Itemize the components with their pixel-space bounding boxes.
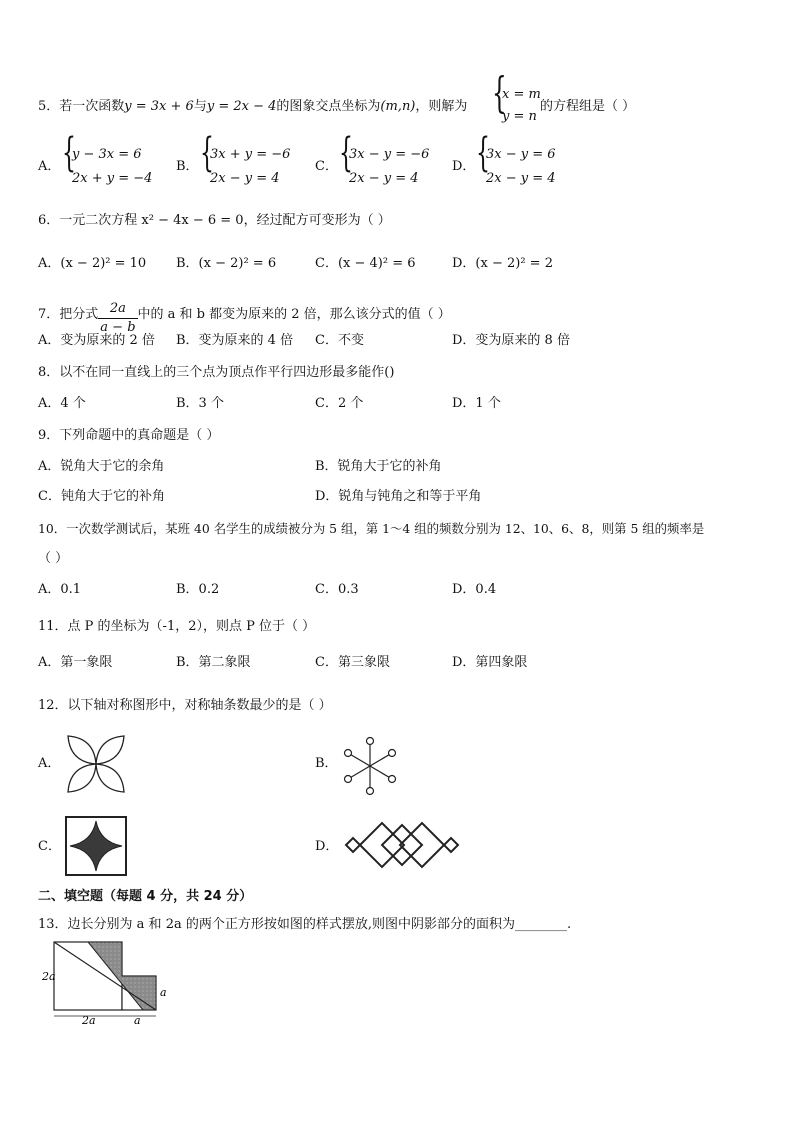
six-ray-star-figure: [338, 736, 402, 796]
q13-answer-blank[interactable]: ________.: [514, 917, 572, 932]
two-squares-figure: [38, 938, 178, 1026]
q5-text-b: 的图象交点坐标为: [276, 99, 381, 114]
label-right-a: a: [160, 986, 167, 999]
eq-1: y − 3x = 6: [72, 147, 142, 162]
q12-option-c-label[interactable]: C．: [38, 839, 61, 854]
q10-option-d[interactable]: D．0.4: [452, 582, 497, 597]
eq-1: 3x − y = −6: [349, 147, 430, 162]
interlocking-diamonds-figure: [342, 818, 462, 872]
eq-2: 2x − y = 4: [210, 171, 280, 186]
option-label: B．: [176, 159, 199, 174]
q5-text-c: ，则解为: [415, 99, 468, 114]
q7-text-b: 中的 a 和 b 都变为原来的 2 倍，那么该分式的值（ ）: [137, 307, 451, 322]
q8-option-d[interactable]: D．1 个: [452, 396, 501, 411]
q9-option-c[interactable]: C．钝角大于它的补角: [38, 489, 165, 504]
q9-option-d[interactable]: D．锐角与钝角之和等于平角: [315, 489, 482, 504]
q10-option-a[interactable]: A．0.1: [38, 582, 82, 597]
brace: {: [476, 130, 490, 176]
brace: {: [62, 130, 76, 176]
q5-stem: [38, 98, 467, 116]
q5-sol-x: x = m: [502, 87, 541, 102]
label-bottom-2a: 2a: [82, 1014, 96, 1027]
q7-denominator: a − b: [100, 320, 136, 335]
q8-option-b[interactable]: B．3 个: [176, 396, 224, 411]
q13-stem: [38, 916, 571, 934]
q10-stem: 10．一次数学测试后，某班 40 名学生的成绩被分为 5 组，第 1～4 组的频数分别为 12、10、6、8，则第 5 组的频率是: [38, 521, 705, 536]
q12-option-a-label[interactable]: A．: [38, 756, 61, 771]
q5-brace: {: [492, 68, 507, 117]
brace: {: [200, 130, 214, 176]
label-bottom-a: a: [134, 1014, 141, 1027]
q8-stem: 8．以不在同一直线上的三个点为顶点作平行四边形最多能作(): [38, 365, 395, 380]
q12-option-b-label[interactable]: B．: [315, 756, 338, 771]
square-with-star-figure: [64, 815, 128, 877]
q11-stem: 11．点 P 的坐标为（-1，2），则点 P 位于（ ）: [38, 619, 316, 634]
q5-func-2: y = 2x − 4: [206, 99, 277, 114]
four-petal-figure: [64, 732, 128, 796]
q12-option-d-label[interactable]: D．: [315, 839, 339, 854]
q7-stem: [38, 296, 451, 333]
q6-stem: 6．一元二次方程 x² − 4x − 6 = 0，经过配方可变形为（ ）: [38, 213, 391, 228]
q9-option-a[interactable]: A．锐角大于它的余角: [38, 459, 165, 474]
q6-option-b[interactable]: B．(x − 2)² = 6: [176, 256, 277, 271]
q7-option-c[interactable]: C．不变: [315, 333, 364, 348]
q5-solution-system: [492, 68, 541, 128]
q8-option-c[interactable]: C．2 个: [315, 396, 364, 411]
q6-option-d[interactable]: D．(x − 2)² = 2: [452, 256, 553, 271]
q5-text-mid: 与: [193, 99, 207, 114]
q5-stem-end: 的方程组是（ ）: [540, 99, 636, 114]
q11-option-a[interactable]: A．第一象限: [38, 655, 113, 670]
eq-1: 3x + y = −6: [210, 147, 291, 162]
q8-option-a[interactable]: A．4 个: [38, 396, 86, 411]
q11-option-b[interactable]: B．第二象限: [176, 655, 251, 670]
eq-2: 2x + y = −4: [72, 171, 153, 186]
q11-option-c[interactable]: C．第三象限: [315, 655, 390, 670]
q6-option-c[interactable]: C．(x − 4)² = 6: [315, 256, 416, 271]
q5-sol-y: y = n: [502, 109, 537, 124]
eq-2: 2x − y = 4: [486, 171, 556, 186]
eq-1: 3x − y = 6: [486, 147, 556, 162]
option-label: A．: [38, 159, 61, 174]
q10-option-c[interactable]: C．0.3: [315, 582, 359, 597]
option-label: C．: [315, 159, 338, 174]
q7-text-a: 7．把分式: [38, 307, 99, 322]
q10-stem-cont: （ ）: [38, 551, 69, 566]
q7-option-d[interactable]: D．变为原来的 8 倍: [452, 333, 570, 348]
q7-option-a[interactable]: A．变为原来的 2 倍: [38, 333, 155, 348]
q11-option-d[interactable]: D．第四象限: [452, 655, 528, 670]
eq-2: 2x − y = 4: [349, 171, 419, 186]
q5-text-a: 5．若一次函数: [38, 99, 125, 114]
q6-option-a[interactable]: A．(x − 2)² = 10: [38, 256, 147, 271]
q9-stem: 9．下列命题中的真命题是（ ）: [38, 428, 220, 443]
q9-option-b[interactable]: B．锐角大于它的补角: [315, 459, 442, 474]
option-label: D．: [452, 159, 476, 174]
q7-option-b[interactable]: B．变为原来的 4 倍: [176, 333, 294, 348]
brace: {: [339, 130, 353, 176]
q5-func-1: y = 3x + 6: [124, 99, 194, 114]
q5-point: (m,n): [380, 99, 416, 114]
q12-stem: 12．以下轴对称图形中，对称轴条数最少的是（ ）: [38, 698, 332, 713]
section-heading: 二、填空题（每题 4 分，共 24 分）: [38, 889, 253, 904]
q13-text: 13．边长分别为 a 和 2a 的两个正方形按如图的样式摆放,则图中阴影部分的面积为: [38, 917, 515, 932]
q7-numerator: 2a: [98, 300, 137, 319]
q10-option-b[interactable]: B．0.2: [176, 582, 220, 597]
label-left-2a: 2a: [42, 970, 56, 983]
